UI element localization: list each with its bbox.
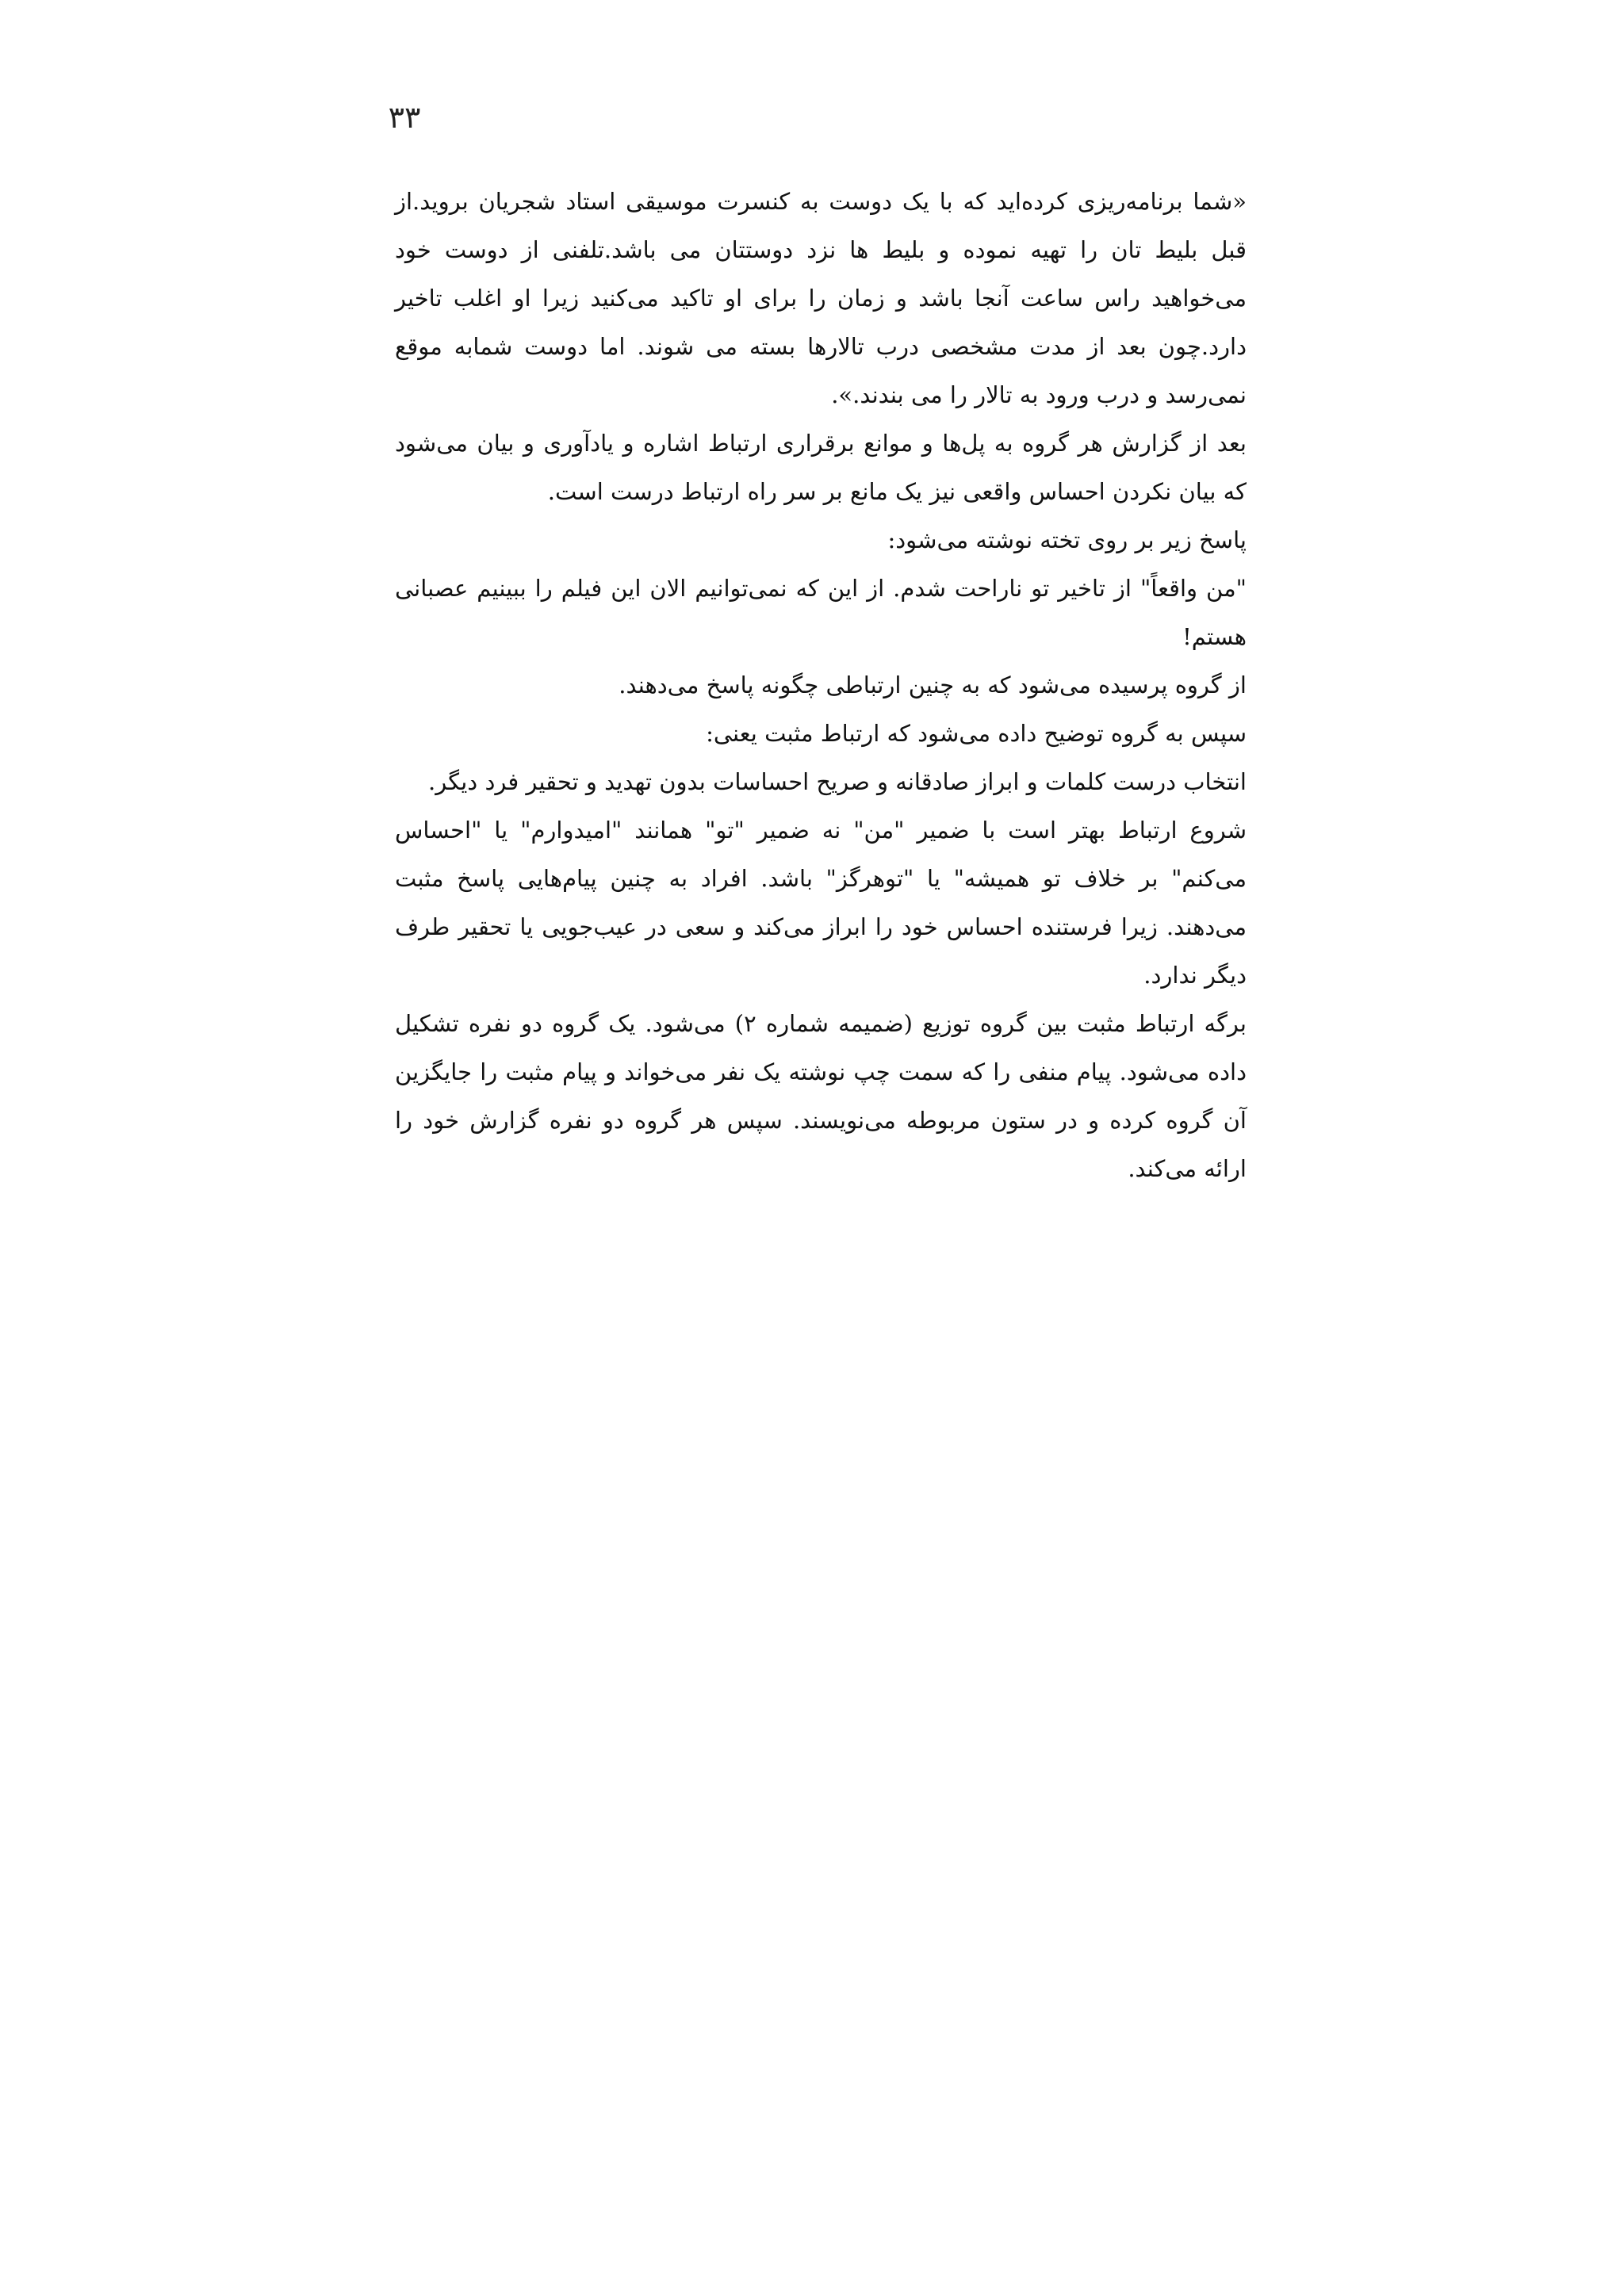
paragraph-scenario: «شما برنامه‌ریزی کرده‌اید که با یک دوست به کنسرت موسیقی استاد شجریان بروید.از قبل بلیط تان را تهیه نموده و بلیط ها نزد دوستتان می باشد.تلفنی از دوست خود می‌خواهید راس ساعت آنجا باشد و زمان را برای او تاکید می‌کنید زیرا او اغلب تاخیر دارد.چون بعد از مدت مشخصی درب تالارها بسته می شوند. اما دوست شمابه موقع نمی‌رسد و درب ورود به تالار را می بندند.». — [395, 188, 1247, 408]
body-text — [395, 178, 1247, 1193]
paragraph-board-answer-intro: پاسخ زیر بر روی تخته نوشته می‌شود: — [887, 526, 1247, 553]
paragraph-board-answer: "من واقعاً" از تاخیر تو ناراحت شدم. از این که نمی‌توانیم الان این فیلم را ببینیم عصبانی هستم! — [395, 575, 1247, 650]
paragraph-worksheet: برگه ارتباط مثبت بین گروه توزیع (ضمیمه شماره ۲) می‌شود. یک گروه دو نفره تشکیل داده می‌شود. پیام منفی را که سمت چپ نوشته یک نفر می‌خواند و پیام مثبت را جایگزین آن گروه کرده و در ستون مربوطه می‌نویسند. سپس هر گروه دو نفره گزارش خود را ارائه می‌کند. — [395, 1010, 1247, 1182]
paragraph-positive-definition: انتخاب درست کلمات و ابراز صادقانه و صریح احساسات بدون تهدید و تحقیر فرد دیگر. — [428, 768, 1247, 795]
page-number: ۳۳ — [388, 100, 421, 135]
paragraph-positive-intro: سپس به گروه توضیح داده می‌شود که ارتباط مثبت یعنی: — [706, 720, 1247, 747]
paragraph-i-statement: شروع ارتباط بهتر است با ضمیر "من" نه ضمیر "تو" همانند "امیدوارم" یا "احساس می‌کنم" بر خلاف تو همیشه" یا "توهرگز" باشد. افراد به چنین پیام‌هایی پاسخ مثبت می‌دهند. زیرا فرستنده احساس خود را ابراز می‌کند و سعی در عیب‌جویی یا تحقیر طرف دیگر ندارد. — [395, 817, 1247, 989]
paragraph-report-barriers: بعد از گزارش هر گروه به پل‌ها و موانع برقراری ارتباط اشاره و یادآوری و بیان می‌شود که بیان نکردن احساس واقعی نیز یک مانع بر سر راه ارتباط درست است. — [395, 430, 1247, 505]
paragraph-group-question: از گروه پرسیده می‌شود که به چنین ارتباطی چگونه پاسخ می‌دهند. — [619, 672, 1247, 698]
